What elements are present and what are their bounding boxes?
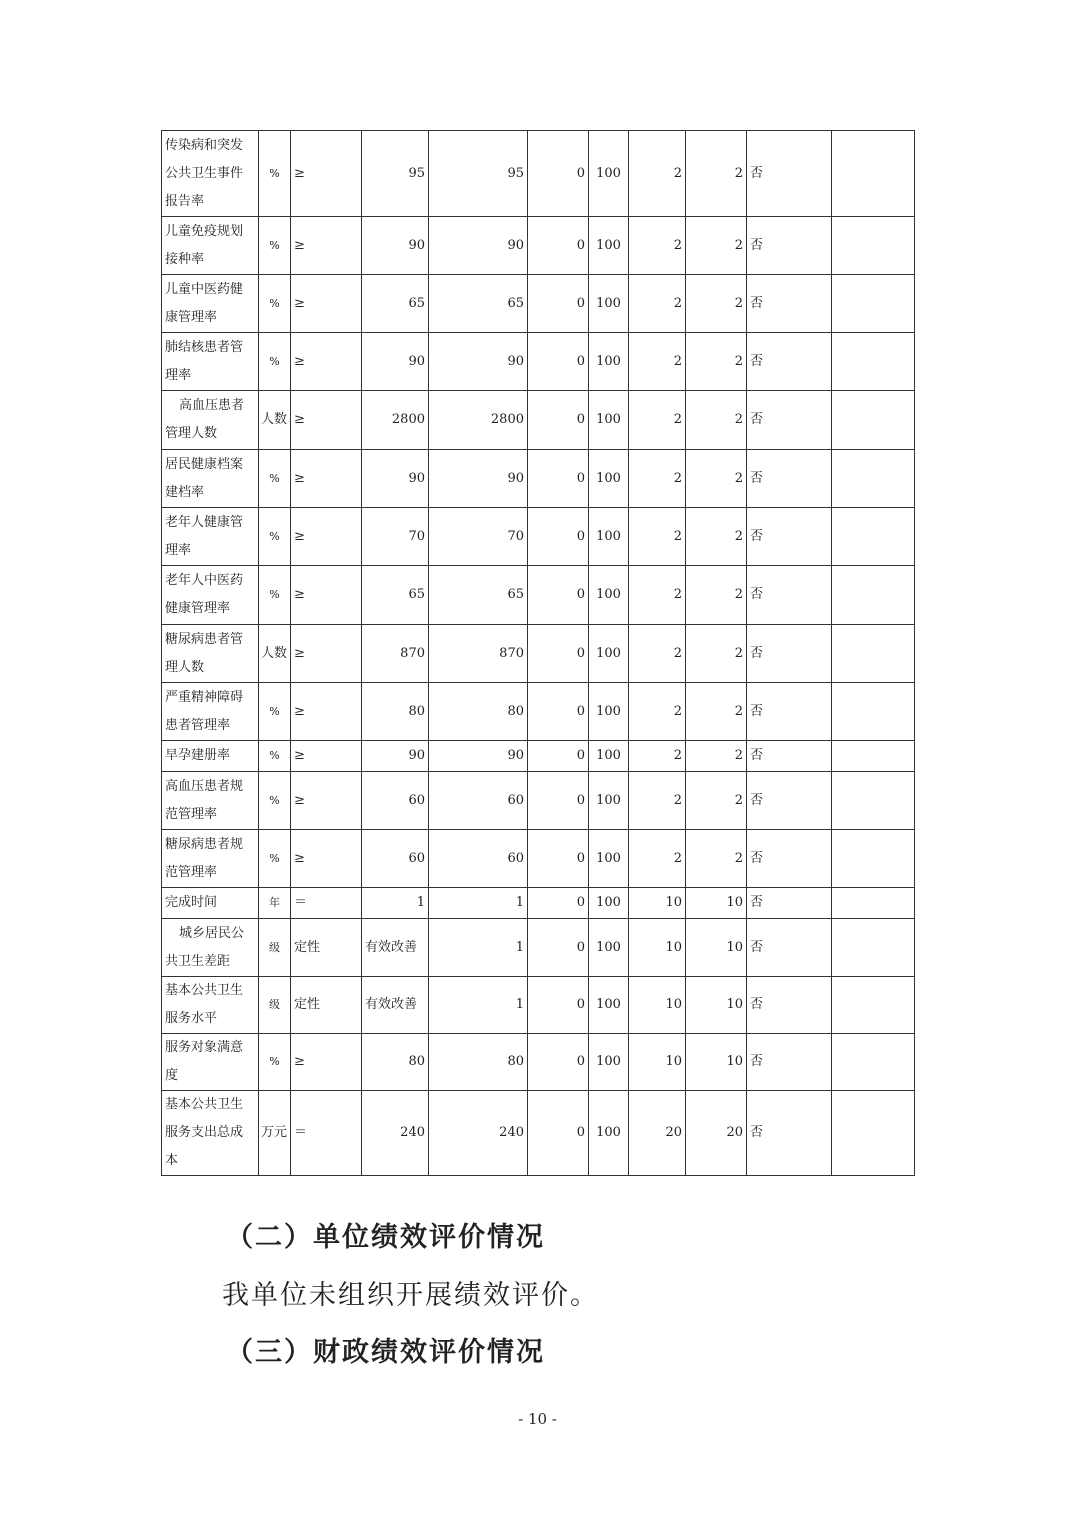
flag-cell: 否 <box>747 1091 832 1176</box>
unit-cell: 人数 <box>259 625 291 683</box>
table-row <box>162 830 915 888</box>
table-row <box>162 741 915 772</box>
score-value: 2 <box>686 333 747 391</box>
flag-cell: 否 <box>747 508 832 566</box>
flag-cell: 否 <box>747 977 832 1034</box>
target-value: 2800 <box>362 391 429 450</box>
completion-rate: 100 <box>589 830 629 888</box>
note-cell <box>832 977 915 1034</box>
unit-cell: 万元 <box>259 1091 291 1176</box>
weight-value: 2 <box>629 333 686 391</box>
table-row <box>162 772 915 830</box>
table-row <box>162 625 915 683</box>
weight-value: 2 <box>629 741 686 772</box>
flag-cell: 否 <box>747 741 832 772</box>
target-value: 70 <box>362 508 429 566</box>
note-cell <box>832 275 915 333</box>
weight-value: 10 <box>629 888 686 919</box>
score-value: 2 <box>686 625 747 683</box>
indicator-name: 老年人中医药健康管理率 <box>162 566 259 625</box>
deviation-value: 0 <box>528 625 589 683</box>
indicator-name: 城乡居民公共卫生差距 <box>162 919 259 977</box>
weight-value: 2 <box>629 450 686 508</box>
score-value: 20 <box>686 1091 747 1176</box>
weight-value: 2 <box>629 217 686 275</box>
table-row <box>162 391 915 450</box>
note-cell <box>832 508 915 566</box>
flag-cell: 否 <box>747 217 832 275</box>
operator-cell: ≥ <box>291 391 362 450</box>
table-row <box>162 977 915 1034</box>
completion-rate: 100 <box>589 977 629 1034</box>
flag-cell: 否 <box>747 772 832 830</box>
operator-cell: ＝ <box>291 888 362 919</box>
weight-value: 2 <box>629 772 686 830</box>
note-cell <box>832 1091 915 1176</box>
table-row <box>162 1091 915 1176</box>
actual-value: 90 <box>429 450 528 508</box>
target-value: 870 <box>362 625 429 683</box>
page-number: - 10 - <box>518 1410 557 1428</box>
weight-value: 10 <box>629 919 686 977</box>
operator-cell: ≥ <box>291 131 362 217</box>
completion-rate: 100 <box>589 683 629 741</box>
weight-value: 2 <box>629 566 686 625</box>
indicator-name: 基本公共卫生服务水平 <box>162 977 259 1034</box>
target-value: 60 <box>362 772 429 830</box>
table-row <box>162 508 915 566</box>
actual-value: 90 <box>429 741 528 772</box>
unit-cell: % <box>259 683 291 741</box>
unit-cell: % <box>259 741 291 772</box>
flag-cell: 否 <box>747 625 832 683</box>
deviation-value: 0 <box>528 566 589 625</box>
deviation-value: 0 <box>528 772 589 830</box>
table-row <box>162 131 915 217</box>
unit-cell: % <box>259 508 291 566</box>
table-row <box>162 919 915 977</box>
completion-rate: 100 <box>589 1034 629 1091</box>
deviation-value: 0 <box>528 391 589 450</box>
flag-cell: 否 <box>747 919 832 977</box>
score-value: 2 <box>686 131 747 217</box>
flag-cell: 否 <box>747 683 832 741</box>
weight-value: 20 <box>629 1091 686 1176</box>
score-value: 2 <box>686 741 747 772</box>
flag-cell: 否 <box>747 391 832 450</box>
actual-value: 2800 <box>429 391 528 450</box>
deviation-value: 0 <box>528 1034 589 1091</box>
completion-rate: 100 <box>589 275 629 333</box>
completion-rate: 100 <box>589 772 629 830</box>
score-value: 2 <box>686 450 747 508</box>
indicator-name: 传染病和突发公共卫生事件报告率 <box>162 131 259 217</box>
table-row <box>162 333 915 391</box>
actual-value: 70 <box>429 508 528 566</box>
operator-cell: ≥ <box>291 830 362 888</box>
score-value: 2 <box>686 217 747 275</box>
operator-cell: ≥ <box>291 741 362 772</box>
flag-cell: 否 <box>747 1034 832 1091</box>
flag-cell: 否 <box>747 830 832 888</box>
flag-cell: 否 <box>747 450 832 508</box>
deviation-value: 0 <box>528 450 589 508</box>
note-cell <box>832 625 915 683</box>
indicator-name: 服务对象满意度 <box>162 1034 259 1091</box>
flag-cell: 否 <box>747 131 832 217</box>
deviation-value: 0 <box>528 683 589 741</box>
target-value: 65 <box>362 566 429 625</box>
unit-cell: 人数 <box>259 391 291 450</box>
table-row <box>162 1034 915 1091</box>
completion-rate: 100 <box>589 919 629 977</box>
operator-cell: ＝ <box>291 1091 362 1176</box>
note-cell <box>832 830 915 888</box>
deviation-value: 0 <box>528 275 589 333</box>
unit-cell: 级 <box>259 977 291 1034</box>
flag-cell: 否 <box>747 275 832 333</box>
target-value: 65 <box>362 275 429 333</box>
actual-value: 870 <box>429 625 528 683</box>
completion-rate: 100 <box>589 450 629 508</box>
indicator-name: 老年人健康管理率 <box>162 508 259 566</box>
note-cell <box>832 1034 915 1091</box>
indicator-name: 完成时间 <box>162 888 259 919</box>
score-value: 10 <box>686 888 747 919</box>
deviation-value: 0 <box>528 888 589 919</box>
target-value: 有效改善 <box>362 977 429 1034</box>
completion-rate: 100 <box>589 217 629 275</box>
score-value: 2 <box>686 508 747 566</box>
unit-cell: % <box>259 566 291 625</box>
completion-rate: 100 <box>589 333 629 391</box>
actual-value: 90 <box>429 333 528 391</box>
weight-value: 2 <box>629 625 686 683</box>
weight-value: 2 <box>629 683 686 741</box>
score-value: 10 <box>686 977 747 1034</box>
actual-value: 65 <box>429 275 528 333</box>
actual-value: 60 <box>429 772 528 830</box>
weight-value: 2 <box>629 131 686 217</box>
target-value: 90 <box>362 450 429 508</box>
unit-cell: % <box>259 275 291 333</box>
deviation-value: 0 <box>528 1091 589 1176</box>
unit-cell: % <box>259 1034 291 1091</box>
completion-rate: 100 <box>589 508 629 566</box>
completion-rate: 100 <box>589 131 629 217</box>
actual-value: 240 <box>429 1091 528 1176</box>
indicator-name: 高血压患者管理人数 <box>162 391 259 450</box>
target-value: 90 <box>362 217 429 275</box>
note-cell <box>832 450 915 508</box>
target-value: 95 <box>362 131 429 217</box>
actual-value: 80 <box>429 1034 528 1091</box>
score-value: 10 <box>686 919 747 977</box>
unit-cell: % <box>259 450 291 508</box>
weight-value: 2 <box>629 275 686 333</box>
operator-cell: ≥ <box>291 450 362 508</box>
note-cell <box>832 566 915 625</box>
indicator-name: 早孕建册率 <box>162 741 259 772</box>
table-row <box>162 275 915 333</box>
indicator-name: 儿童免疫规划接种率 <box>162 217 259 275</box>
score-value: 2 <box>686 275 747 333</box>
note-cell <box>832 333 915 391</box>
unit-cell: % <box>259 772 291 830</box>
score-value: 2 <box>686 683 747 741</box>
target-value: 90 <box>362 333 429 391</box>
unit-cell: % <box>259 217 291 275</box>
unit-cell: 年 <box>259 888 291 919</box>
target-value: 240 <box>362 1091 429 1176</box>
indicator-name: 基本公共卫生服务支出总成本 <box>162 1091 259 1176</box>
indicator-name: 严重精神障碍患者管理率 <box>162 683 259 741</box>
section-2-title: （二）单位绩效评价情况 <box>226 1222 545 1253</box>
flag-cell: 否 <box>747 566 832 625</box>
table-row <box>162 683 915 741</box>
note-cell <box>832 888 915 919</box>
completion-rate: 100 <box>589 888 629 919</box>
operator-cell: ≥ <box>291 1034 362 1091</box>
deviation-value: 0 <box>528 830 589 888</box>
operator-cell: ≥ <box>291 566 362 625</box>
actual-value: 65 <box>429 566 528 625</box>
indicator-name: 高血压患者规范管理率 <box>162 772 259 830</box>
deviation-value: 0 <box>528 919 589 977</box>
operator-cell: ≥ <box>291 508 362 566</box>
performance-indicator-table <box>161 130 915 1176</box>
completion-rate: 100 <box>589 625 629 683</box>
unit-cell: % <box>259 131 291 217</box>
deviation-value: 0 <box>528 508 589 566</box>
deviation-value: 0 <box>528 977 589 1034</box>
operator-cell: ≥ <box>291 772 362 830</box>
completion-rate: 100 <box>589 391 629 450</box>
indicator-name: 居民健康档案建档率 <box>162 450 259 508</box>
target-value: 60 <box>362 830 429 888</box>
deviation-value: 0 <box>528 131 589 217</box>
indicator-name: 肺结核患者管理率 <box>162 333 259 391</box>
deviation-value: 0 <box>528 741 589 772</box>
completion-rate: 100 <box>589 741 629 772</box>
indicator-name: 糖尿病患者管理人数 <box>162 625 259 683</box>
target-value: 80 <box>362 1034 429 1091</box>
actual-value: 90 <box>429 217 528 275</box>
operator-cell: ≥ <box>291 217 362 275</box>
section-2-body: 我单位未组织开展绩效评价。 <box>222 1280 599 1311</box>
operator-cell: ≥ <box>291 333 362 391</box>
operator-cell: 定性 <box>291 977 362 1034</box>
weight-value: 10 <box>629 977 686 1034</box>
unit-cell: % <box>259 830 291 888</box>
operator-cell: ≥ <box>291 275 362 333</box>
indicator-name: 糖尿病患者规范管理率 <box>162 830 259 888</box>
table-row <box>162 888 915 919</box>
actual-value: 1 <box>429 977 528 1034</box>
actual-value: 80 <box>429 683 528 741</box>
note-cell <box>832 391 915 450</box>
completion-rate: 100 <box>589 566 629 625</box>
note-cell <box>832 919 915 977</box>
completion-rate: 100 <box>589 1091 629 1176</box>
unit-cell: % <box>259 333 291 391</box>
target-value: 有效改善 <box>362 919 429 977</box>
score-value: 2 <box>686 830 747 888</box>
operator-cell: ≥ <box>291 625 362 683</box>
section-3-title: （三）财政绩效评价情况 <box>226 1337 545 1368</box>
actual-value: 1 <box>429 919 528 977</box>
note-cell <box>832 683 915 741</box>
score-value: 10 <box>686 1034 747 1091</box>
score-value: 2 <box>686 772 747 830</box>
weight-value: 2 <box>629 391 686 450</box>
table-row <box>162 450 915 508</box>
operator-cell: 定性 <box>291 919 362 977</box>
table-row <box>162 566 915 625</box>
target-value: 1 <box>362 888 429 919</box>
target-value: 80 <box>362 683 429 741</box>
note-cell <box>832 217 915 275</box>
note-cell <box>832 741 915 772</box>
weight-value: 2 <box>629 830 686 888</box>
note-cell <box>832 772 915 830</box>
actual-value: 60 <box>429 830 528 888</box>
unit-cell: 级 <box>259 919 291 977</box>
indicator-name: 儿童中医药健康管理率 <box>162 275 259 333</box>
weight-value: 10 <box>629 1034 686 1091</box>
operator-cell: ≥ <box>291 683 362 741</box>
deviation-value: 0 <box>528 217 589 275</box>
actual-value: 1 <box>429 888 528 919</box>
actual-value: 95 <box>429 131 528 217</box>
weight-value: 2 <box>629 508 686 566</box>
score-value: 2 <box>686 566 747 625</box>
flag-cell: 否 <box>747 333 832 391</box>
target-value: 90 <box>362 741 429 772</box>
flag-cell: 否 <box>747 888 832 919</box>
table-row <box>162 217 915 275</box>
note-cell <box>832 131 915 217</box>
score-value: 2 <box>686 391 747 450</box>
deviation-value: 0 <box>528 333 589 391</box>
